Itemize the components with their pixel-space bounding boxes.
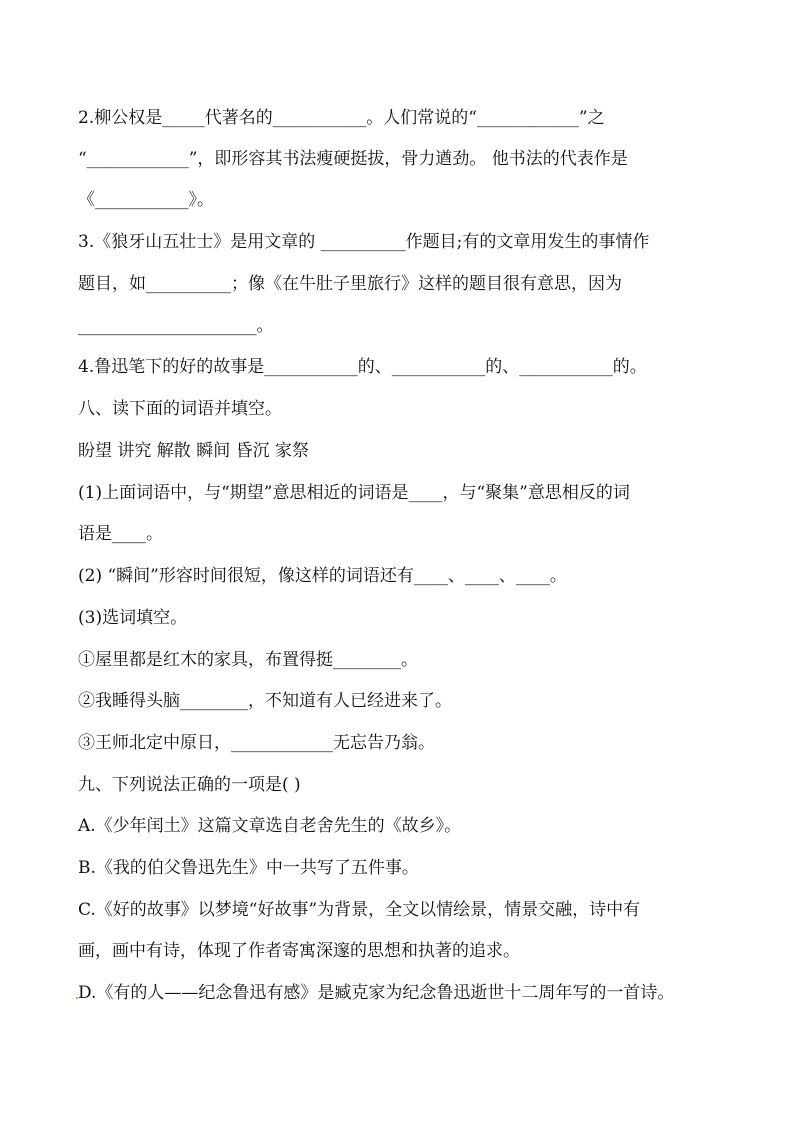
section-9-heading: 九、下列说法正确的一项是( ) xyxy=(78,775,301,795)
section-8-q3-heading: (3)选词填空。 xyxy=(78,608,188,628)
section-8-q3-item-1: ①屋里都是红木的家具，布置得挺________。 xyxy=(78,650,418,670)
section-8-q3-item-3: ③王师北定中原日，____________无忘告乃翁。 xyxy=(78,733,435,753)
section-8-heading: 八、读下面的词语并填空。 xyxy=(78,399,282,419)
question-3-line-1: 3.《狼牙山五壮士》是用文章的 __________作题目;有的文章用发生的事情作 xyxy=(78,232,650,252)
question-2-line-2: “____________”，即形容其书法瘦硬挺拔，骨力遒劲。 他书法的代表作是 xyxy=(78,149,628,169)
question-2-line-1: 2.柳公权是_____代著名的___________。人们常说的“____________”之 xyxy=(78,108,605,128)
section-9-option-a: A.《少年闰土》这篇文章选自老舍先生的《故乡》。 xyxy=(78,816,462,836)
section-8-word-list: 盼望 讲究 解散 瞬间 昏沉 家祭 xyxy=(78,441,310,461)
scan-dot xyxy=(76,997,78,999)
section-9-option-d: D.《有的人——纪念鲁迅有感》是臧克家为纪念鲁迅逝世十二周年写的一首诗。 xyxy=(78,983,675,1003)
section-9-option-c-line-1: C.《好的故事》以梦境“好故事”为背景，全文以情绘景，情景交融，诗中有 xyxy=(78,900,641,920)
section-9-option-b: B.《我的伯父鲁迅先生》中一共写了五件事。 xyxy=(78,858,419,878)
section-8-q3-item-2: ②我睡得头脑________，不知道有人已经进来了。 xyxy=(78,691,452,711)
section-9-option-c-line-2: 画，画中有诗，体现了作者寄寓深邃的思想和执著的追求。 xyxy=(78,941,520,961)
question-3-line-3: _____________________。 xyxy=(78,316,274,336)
section-8-q1-line-1: (1)上面词语中，与“期望”意思相近的词语是____，与“聚集”意思相反的词 xyxy=(78,483,630,503)
question-4-line: 4.鲁迅笔下的好的故事是___________的、___________的、___________的。 xyxy=(78,357,647,377)
section-8-q2-line: (2) “瞬间”形容时间很短，像这样的词语还有____、____、____。 xyxy=(78,566,567,586)
question-3-line-2: 题目，如__________；像《在牛肚子里旅行》这样的题目很有意思，因为 xyxy=(78,274,622,294)
section-8-q1-line-2: 语是____。 xyxy=(78,524,163,544)
question-2-line-3: 《___________》。 xyxy=(78,190,214,210)
